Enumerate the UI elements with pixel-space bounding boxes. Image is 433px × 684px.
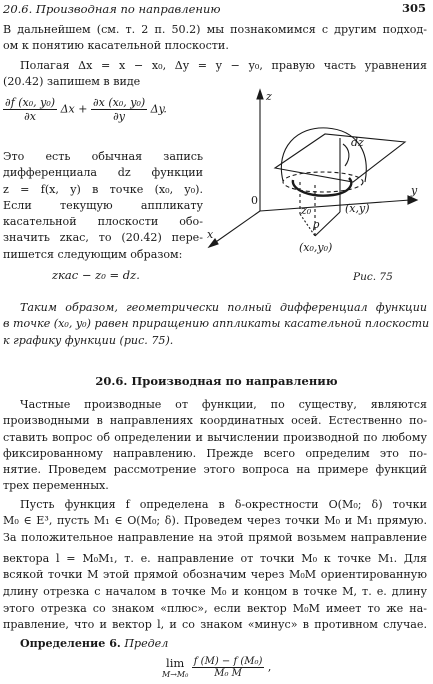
label-dz: dz [351, 136, 364, 149]
paragraph-vector [3, 551, 427, 600]
text-line: Таким образом, геометрически полный дифференциал функции [20, 301, 427, 314]
limit-operator [162, 656, 188, 679]
label-origin: 0 [251, 194, 258, 207]
text-line: Это есть обычная запись [3, 150, 203, 163]
definition [20, 636, 320, 652]
paragraph-dz [3, 149, 203, 263]
text-line: нятие. Проведем рассмотрение этого вопроса на примере функций [3, 463, 427, 477]
fraction [3, 96, 57, 123]
text-line: В дальнейшем (см. т. 2 п. 50.2) мы познакомимся с другим подход- [3, 23, 427, 36]
numerator: ∂f (x₀, y₀) [5, 96, 56, 109]
y-axis [260, 200, 410, 211]
paragraph-geometric [3, 300, 430, 349]
text-line: длину отрезка с началом в точке M₀ и концом в точке M, т. е. длину [3, 584, 427, 598]
text-line: к графику функции (рис. 75). [3, 333, 174, 347]
label-y: y [411, 184, 418, 197]
formula-differential [3, 96, 167, 123]
denominator: ∂y [113, 110, 125, 123]
text-line: значить zкас, то (20.42) пере- [3, 231, 203, 245]
label-x: x [207, 228, 214, 241]
definition-label: Определение 6. [20, 637, 121, 650]
running-header: 20.6. Производная по направлению [3, 2, 221, 16]
text-line: вектора l = M₀M₁, т. е. направление от точки M₀ к точке M₁. Для [3, 552, 427, 565]
text-line: Если текущую аппликату [3, 198, 203, 212]
figure-caption: Рис. 75 [353, 271, 393, 283]
lim-subscript: M→M₀ [162, 670, 189, 679]
fraction [91, 96, 147, 123]
label-xy: (x,y) [345, 202, 370, 215]
formula-tangent: zкас − z₀ = dz. [52, 268, 140, 282]
text-line: фиксированному направлению. Прежде всего определим это по- [3, 446, 427, 460]
page-number: 305 [401, 1, 426, 15]
text-line: Частные производные от функции, по существу, являются [20, 398, 427, 411]
lim-text: lim [166, 656, 185, 670]
denominator: M₀ M [214, 668, 242, 679]
formula-term: Δy. [150, 102, 167, 116]
text-line: касательной плоскости обо- [3, 215, 203, 229]
z-arrow-icon [257, 90, 263, 99]
text-line: ом к понятию касательной плоскости. [3, 39, 229, 53]
text-line: Пусть функция f определена в δ-окрестности O(M₀; δ) точки [20, 498, 427, 511]
x-axis [213, 211, 260, 244]
definition-text: Предел [124, 637, 169, 650]
paragraph-sign [3, 601, 427, 634]
text-line: пишется следующим образом: [3, 247, 183, 261]
text-line: Полагая Δx = x − x₀, Δy = y − y₀, правую часть уравнения [20, 59, 427, 72]
text-line: (20.42) запишем в виде [3, 75, 141, 89]
text-line: этого отрезка со знаком «плюс», если вектор M₀M имеет то же на- [3, 602, 427, 615]
paragraph-partials [3, 397, 427, 495]
numerator: ∂x (x₀, y₀) [92, 96, 146, 109]
fraction [192, 656, 265, 679]
text-line: в точке (x₀, y₀) равен приращению аппликаты касательной плоскости [3, 317, 430, 331]
text-line: z = f(x, y) в точке (x₀, y₀). [3, 182, 203, 196]
numerator: f (M) − f (M₀) [193, 656, 263, 667]
paragraph-function-setup [3, 497, 427, 546]
text-line: трех переменных. [3, 479, 109, 493]
text-line: M₀ ∈ E³, пусть M₁ ∈ O(M₀; δ). Проведем через точки M₀ и M₁ прямую. [3, 514, 427, 528]
formula-term: Δx + [60, 102, 88, 116]
formula-limit [162, 656, 271, 679]
text-line: За положительное направление на этой прямой возьмем направление [3, 530, 427, 544]
text-line: правление, что и вектор l, и со знаком «минус» в противном случае. [3, 618, 427, 632]
figure-75 [205, 86, 427, 268]
text-line: производными в направлениях координатных осей. Естественно по- [3, 414, 427, 428]
dz-bracket [343, 144, 349, 166]
label-z: z [266, 90, 272, 103]
label-rho: ρ [313, 218, 320, 231]
label-x0y0: (x₀,y₀) [299, 241, 333, 254]
text-line: ставить вопрос об определении и вычислении производной по любому [3, 430, 427, 444]
section-heading: 20.6. Производная по направлению [95, 374, 338, 388]
text-line: дифференциала dz функции [3, 166, 203, 180]
text-line: всякой точки M этой прямой обозначим через M₀M ориентированную [3, 568, 427, 582]
paragraph-intro [3, 22, 427, 55]
formula-comma: , [267, 660, 272, 674]
y-arrow-icon [408, 196, 417, 204]
denominator: ∂x [24, 110, 36, 123]
label-z0: z₀ [301, 204, 312, 217]
